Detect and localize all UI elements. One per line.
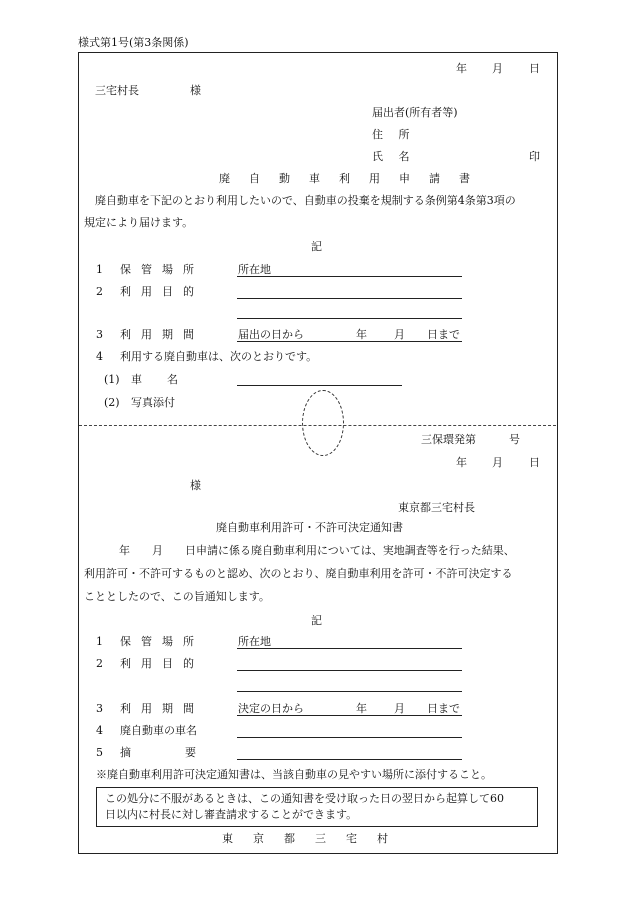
notice-item4-number: 4 — [96, 724, 103, 737]
notice-storage-value: 所在地 — [238, 635, 271, 648]
app-purpose-line1 — [237, 298, 462, 299]
notice-body-line2: 利用許可・不許可するものと認め、次のとおり、廃自動車利用を許可・不許可決定する — [84, 567, 513, 580]
app-item1-number: 1 — [96, 263, 103, 276]
notice-purpose-label: 利用目的 — [120, 657, 204, 670]
app-item2-number: 2 — [96, 285, 103, 298]
applicant-address-label: 住 所 — [372, 128, 416, 141]
notice-body-line1: 年 月 日申請に係る廃自動車利用については、実地調査等を行った結果、 — [119, 544, 515, 557]
app-purpose-label: 利用目的 — [120, 285, 204, 298]
notice-ki: 記 — [311, 614, 322, 627]
notice-period-month: 月 — [394, 702, 405, 715]
notice-period-year: 年 — [356, 702, 367, 715]
app-purpose-line2 — [237, 318, 462, 319]
notice-item5-number: 5 — [96, 746, 103, 759]
notice-date-year: 年 — [456, 456, 467, 469]
appeal-notice-box — [96, 787, 538, 827]
app-storage-label: 保管場所 — [120, 263, 204, 276]
notice-period-until: 日まで — [427, 702, 460, 715]
app-period-line — [237, 341, 462, 342]
app-date-month: 月 — [492, 62, 503, 75]
notice-purpose-line2 — [237, 691, 462, 692]
addressee: 三宅村長 — [95, 84, 139, 97]
notice-remarks-label: 摘要 — [120, 746, 250, 759]
app-vehicle-intro: 利用する廃自動車は、次のとおりです。 — [120, 350, 318, 363]
notice-purpose-line1 — [237, 670, 462, 671]
notice-vehicle-name-line — [237, 737, 462, 738]
app-period-year: 年 — [356, 328, 367, 341]
seal-oval — [302, 390, 344, 456]
notice-title: 廃自動車利用許可・不許可決定通知書 — [216, 521, 403, 534]
app-period-month: 月 — [394, 328, 405, 341]
notice-item3-number: 3 — [96, 702, 103, 715]
notice-item2-number: 2 — [96, 657, 103, 670]
notice-date-month: 月 — [492, 456, 503, 469]
app-item3-number: 3 — [96, 328, 103, 341]
application-body-line2: 規定により届けます。 — [84, 216, 194, 229]
appeal-line1: この処分に不服があるときは、この通知書を受け取った日の翌日から起算して60 — [105, 792, 504, 805]
appeal-line2: 日以内に村長に対し審査請求することができます。 — [105, 808, 358, 821]
app-storage-value: 所在地 — [238, 263, 271, 276]
app-item4-number: 4 — [96, 350, 103, 363]
application-title: 廃自動車利用申請書 — [219, 172, 489, 185]
app-storage-line — [237, 276, 462, 277]
application-body-line1: 廃自動車を下記のとおり利用したいので、自動車の投棄を規制する条例第4条第3項の — [95, 194, 516, 207]
app-date-year: 年 — [456, 62, 467, 75]
notice-remarks-line — [237, 759, 462, 760]
notice-period-label: 利用期間 — [120, 702, 204, 715]
notice-attach-note: ※廃自動車利用許可決定通知書は、当該自動車の見やすい場所に添付すること。 — [96, 768, 492, 781]
app-sub2-number: (2) — [104, 396, 120, 409]
notice-issue-number: 三保環発第 号 — [421, 433, 520, 446]
app-vehicle-name-line — [237, 385, 402, 386]
notice-storage-label: 保管場所 — [120, 635, 204, 648]
notice-body-line3: こととしたので、この旨通知します。 — [84, 590, 270, 603]
addressee-honorific: 様 — [190, 84, 201, 97]
notice-storage-line — [237, 648, 462, 649]
notice-issuer: 東京都三宅村長 — [398, 501, 475, 514]
seal-mark: 印 — [529, 150, 540, 163]
form-number: 様式第1号(第3条関係) — [78, 36, 189, 49]
app-date-day: 日 — [529, 62, 540, 75]
notice-date-day: 日 — [529, 456, 540, 469]
app-period-from: 届出の日から — [238, 328, 304, 341]
app-sub1-number: (1) — [104, 373, 120, 386]
application-ki: 記 — [311, 240, 322, 253]
app-period-until: 日まで — [427, 328, 460, 341]
notice-honorific: 様 — [190, 479, 201, 492]
app-vehicle-name-label: 車名 — [131, 373, 203, 386]
notice-footer: 東京都三宅村 — [222, 832, 408, 845]
applicant-label: 届出者(所有者等) — [372, 106, 458, 119]
notice-item1-number: 1 — [96, 635, 103, 648]
notice-period-line — [237, 715, 462, 716]
app-photo-label: 写真添付 — [131, 396, 175, 409]
notice-period-from: 決定の日から — [238, 702, 304, 715]
app-period-label: 利用期間 — [120, 328, 204, 341]
applicant-name-label: 氏 名 — [372, 150, 416, 163]
notice-vehicle-name-label: 廃自動車の車名 — [120, 724, 197, 737]
